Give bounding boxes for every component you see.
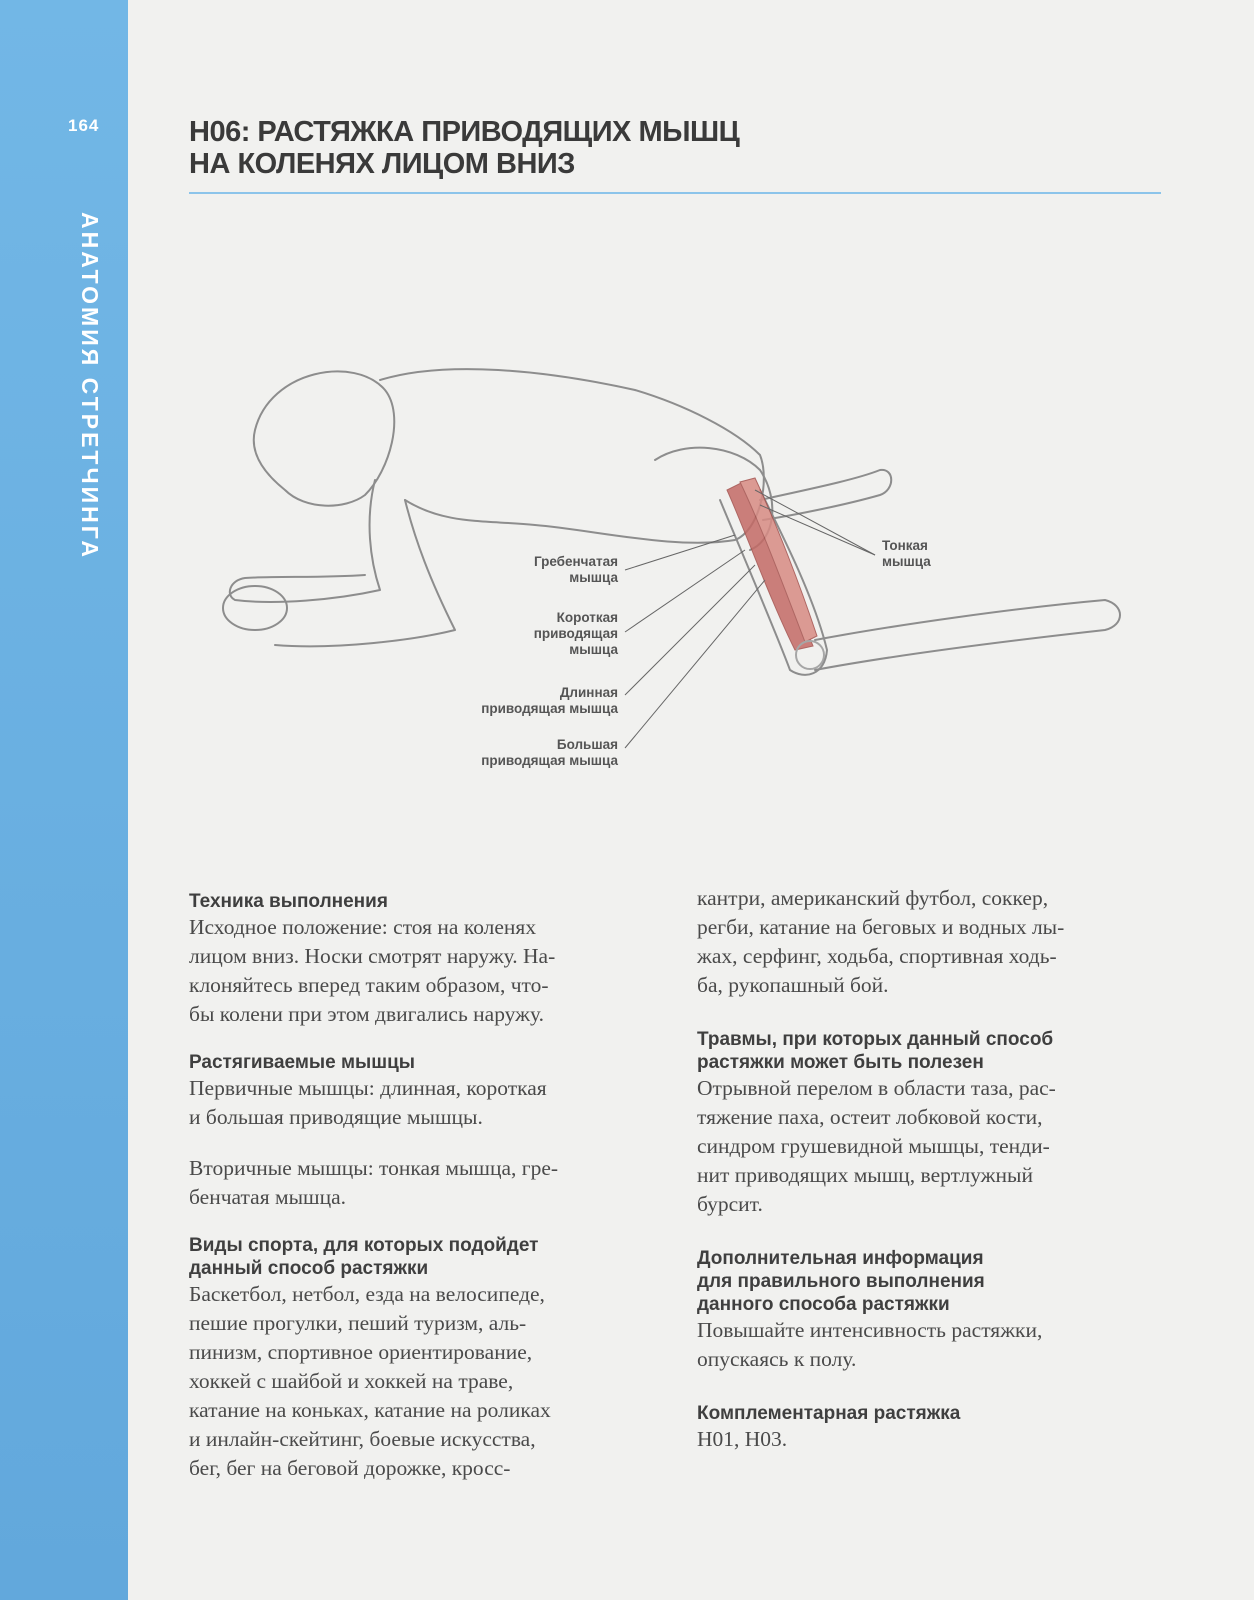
label-adductor-brevis: Короткая приводящая мышца <box>533 610 618 657</box>
extra-info-heading: Дополнительная информация для правильного выполнения данного способа растяжки <box>697 1248 985 1315</box>
anatomy-illustration <box>215 350 1155 800</box>
figure-drawing <box>215 350 1155 800</box>
sports-heading: Виды спорта, для которых подойдет данный способ растяжки <box>189 1235 539 1279</box>
complementary-text: H01, H03. <box>697 1427 788 1451</box>
left-column <box>189 890 659 1483</box>
page-title-line-2: НА КОЛЕНЯХ ЛИЦОМ ВНИЗ <box>189 148 575 180</box>
muscles-primary-text: Первичные мышцы: длинная, короткая и большая приводящие мышцы. <box>189 1076 547 1129</box>
leader-line-adductor-brevis <box>625 550 745 632</box>
leader-line-adductor-longus <box>625 565 755 695</box>
arm-outline <box>230 480 380 602</box>
label-pectineus: Гребенчатая мышца <box>533 554 618 585</box>
technique-text: Исходное положение: стоя на коленях лицом вниз. Носки смотрят наружу. На- клоняйтесь вперед таким образом, что- бы колени при этом двигались наружу. <box>189 915 556 1026</box>
label-adductor-magnus: Большая приводящая мышца <box>481 737 618 768</box>
injuries-text: Отрывной перелом в области таза, рас- тяжение паха, остеит лобковой кости, синдром грушевидной мышцы, тенди- нит приводящих мышц, вертлужный бурсит. <box>697 1076 1056 1216</box>
far-leg-outline <box>760 470 891 520</box>
section-title: АНАТОМИЯ СТРЕТЧИНГА <box>77 212 103 560</box>
page-title <box>189 116 739 180</box>
sports-text-continued: кантри, американский футбол, соккер, регби, катание на беговых и водных лы- жах, серфинг, ходьба, спортивная ходь- ба, рукопашный бой. <box>697 886 1065 997</box>
shin-outline <box>815 600 1120 670</box>
complementary-heading: Комплементарная растяжка <box>697 1403 961 1424</box>
side-band <box>0 0 128 1600</box>
sports-text: Баскетбол, нетбол, езда на велосипеде, пешие прогулки, пеший туризм, аль- пинизм, спортивное ориентирование, хоккей с шайбой и хоккей на траве, катание на коньках, катание на роликах и инлайн-скейтинг, боевые искусства, бег, бег на беговой дорожке, кросс- <box>189 1282 551 1480</box>
leader-line-adductor-magnus <box>625 580 765 748</box>
right-column <box>697 886 1167 1454</box>
label-adductor-longus: Длинная приводящая мышца <box>481 685 618 716</box>
technique-heading: Техника выполнения <box>189 891 388 912</box>
hands-outline <box>223 586 287 630</box>
page-title-line-1: H06: РАСТЯЖКА ПРИВОДЯЩИХ МЫШЦ <box>189 116 740 148</box>
page-number: 164 <box>68 116 100 135</box>
muscles-heading: Растягиваемые мышцы <box>189 1052 416 1073</box>
adductor-muscles <box>727 478 824 669</box>
leader-line-pectineus <box>625 535 735 570</box>
injuries-heading: Травмы, при которых данный способ растяжки может быть полезен <box>697 1029 1054 1073</box>
title-rule <box>189 192 1161 194</box>
torso-outline <box>380 369 764 543</box>
label-gracilis: Тонкая мышца <box>882 538 931 569</box>
muscles-secondary-text: Вторичные мышцы: тонкая мышца, гре- бенчатая мышца. <box>189 1156 559 1209</box>
forearm-outline <box>275 500 455 646</box>
extra-info-text: Повышайте интенсивность растяжки, опускаясь к полу. <box>697 1318 1043 1371</box>
